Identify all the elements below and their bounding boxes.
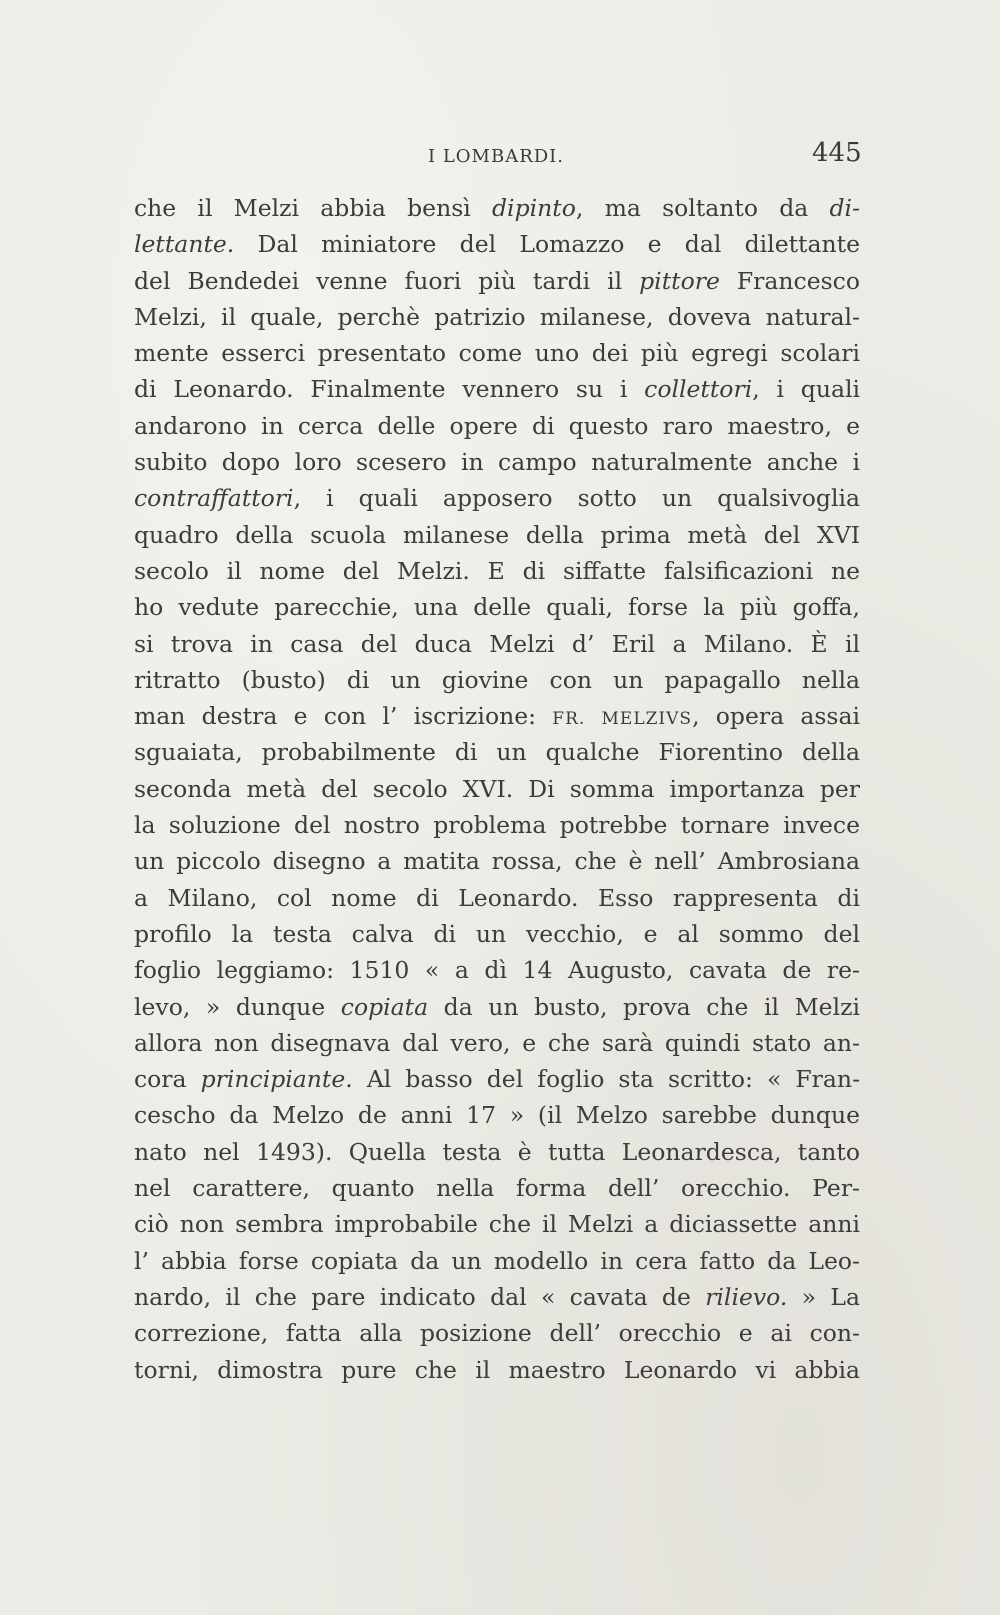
text-line xyxy=(134,371,860,407)
line-text: , i quali xyxy=(752,375,860,404)
line-text: allora non disegnava dal vero, e che sarà quindi stato an- xyxy=(134,1028,860,1057)
text-line xyxy=(134,1206,860,1242)
line-text: ciò non sembra improbabile che il Melzi a diciassette anni xyxy=(134,1210,860,1239)
line-text xyxy=(585,702,601,730)
page-number: 445 xyxy=(812,138,862,168)
text-line xyxy=(134,1315,860,1351)
line-text: ritratto (busto) di un giovine con un papagallo nella xyxy=(134,665,860,694)
italic-text: principiante. xyxy=(200,1065,353,1094)
line-text: , ma soltanto da xyxy=(575,194,830,222)
small-caps-text: MELZIVS xyxy=(601,709,693,730)
text-line xyxy=(134,1025,860,1061)
text-line xyxy=(134,1170,860,1206)
italic-text: lettante. xyxy=(134,230,235,259)
line-text: Al basso del foglio sta scritto: « Fran- xyxy=(352,1065,861,1094)
line-text: cescho da Melzo de anni 17 » (il Melzo sarebbe dunque xyxy=(134,1101,860,1130)
italic-text: contraffattori xyxy=(134,484,294,513)
text-line xyxy=(134,408,860,444)
text-line xyxy=(134,1243,860,1279)
small-caps-text: FR. xyxy=(552,709,586,730)
line-text: Dal miniatore del Lomazzo e dal dilettante xyxy=(234,230,860,259)
line-text: che il Melzi abbia bensì xyxy=(134,194,493,222)
line-text: ho vedute parecchie, una delle quali, forse la più goffa, xyxy=(134,593,860,622)
italic-text: pittore xyxy=(639,266,720,295)
line-text: da un busto, prova che il Melzi xyxy=(428,992,860,1021)
italic-text: rilievo. xyxy=(705,1282,788,1311)
text-line xyxy=(134,952,860,988)
text-line xyxy=(134,263,860,299)
line-text: seconda metà del secolo XVI. Di somma importanza per xyxy=(134,774,860,803)
text-line xyxy=(134,1279,860,1315)
line-text: sguaiata, probabilmente di un qualche Fiorentino della xyxy=(134,738,860,767)
running-head xyxy=(0,138,1000,178)
line-text: Francesco xyxy=(719,266,860,295)
text-line xyxy=(134,589,860,625)
text-line xyxy=(134,989,860,1025)
text-line xyxy=(134,1097,860,1133)
line-text: profilo la testa calva di un vecchio, e al sommo del xyxy=(134,919,860,948)
line-text: torni, dimostra pure che il maestro Leonardo vi abbia xyxy=(134,1355,860,1384)
text-line xyxy=(134,190,860,226)
body-paragraph xyxy=(134,190,860,1388)
line-text: man destra e con l’ iscrizione: xyxy=(134,702,553,731)
line-text: andarono in cerca delle opere di questo raro maestro, e xyxy=(134,411,860,440)
text-line xyxy=(134,916,860,952)
line-text: » La xyxy=(787,1282,861,1311)
line-text: nato nel 1493). Quella testa è tutta Leonardesca, tanto xyxy=(134,1137,860,1166)
line-text: nardo, il che pare indicato dal « cavata de xyxy=(134,1282,706,1311)
text-line xyxy=(134,1134,860,1170)
line-text: , i quali apposero sotto un qualsivoglia xyxy=(293,484,860,513)
line-text: cora xyxy=(134,1065,201,1094)
italic-text: di- xyxy=(829,194,860,222)
text-line xyxy=(134,480,860,516)
line-text: quadro della scuola milanese della prima metà del XVI xyxy=(134,520,860,549)
line-text: a Milano, col nome di Leonardo. Esso rappresenta di xyxy=(134,883,860,912)
text-line xyxy=(134,226,860,262)
line-text: si trova in casa del duca Melzi d’ Eril a Milano. È il xyxy=(134,629,860,658)
line-text: levo, » dunque xyxy=(134,992,341,1021)
line-text: del Bendedei venne fuori più tardi il xyxy=(134,266,640,295)
text-line xyxy=(134,807,860,843)
line-text: mente esserci presentato come uno dei più egregi scolari xyxy=(134,339,860,368)
line-text: correzione, fatta alla posizione dell’ orecchio e ai con- xyxy=(134,1319,860,1348)
line-text: secolo il nome del Melzi. E di siffatte falsificazioni ne xyxy=(134,556,860,585)
running-title: I LOMBARDI. xyxy=(428,146,565,167)
line-text: foglio leggiamo: 1510 « a dì 14 Augusto, cavata de re- xyxy=(134,956,860,985)
line-text: Melzi, il quale, perchè patrizio milanese, doveva natural- xyxy=(134,302,860,331)
italic-text: copiata xyxy=(340,992,429,1021)
line-text: di Leonardo. Finalmente vennero su i xyxy=(134,375,645,404)
italic-text: dipinto xyxy=(492,194,576,222)
text-line xyxy=(134,843,860,879)
text-line xyxy=(134,553,860,589)
text-line xyxy=(134,734,860,770)
line-text: un piccolo disegno a matita rossa, che è nell’ Ambrosiana xyxy=(134,847,860,876)
text-line xyxy=(134,880,860,916)
text-line xyxy=(134,626,860,662)
line-text: subito dopo loro scesero in campo naturalmente anche i xyxy=(134,448,860,477)
text-line xyxy=(134,444,860,480)
text-line xyxy=(134,662,860,698)
text-line xyxy=(134,299,860,335)
text-line xyxy=(134,771,860,807)
line-text: l’ abbia forse copiata da un modello in cera fatto da Leo- xyxy=(134,1246,860,1275)
text-line xyxy=(134,1352,860,1388)
text-line xyxy=(134,517,860,553)
line-text: , opera assai xyxy=(692,702,860,731)
line-text: la soluzione del nostro problema potrebbe tornare invece xyxy=(134,811,860,840)
italic-text: collettori xyxy=(644,375,753,404)
text-line xyxy=(134,1061,860,1097)
line-text: nel carattere, quanto nella forma dell’ orecchio. Per- xyxy=(134,1174,860,1203)
text-line xyxy=(134,335,860,371)
text-line xyxy=(134,698,860,734)
